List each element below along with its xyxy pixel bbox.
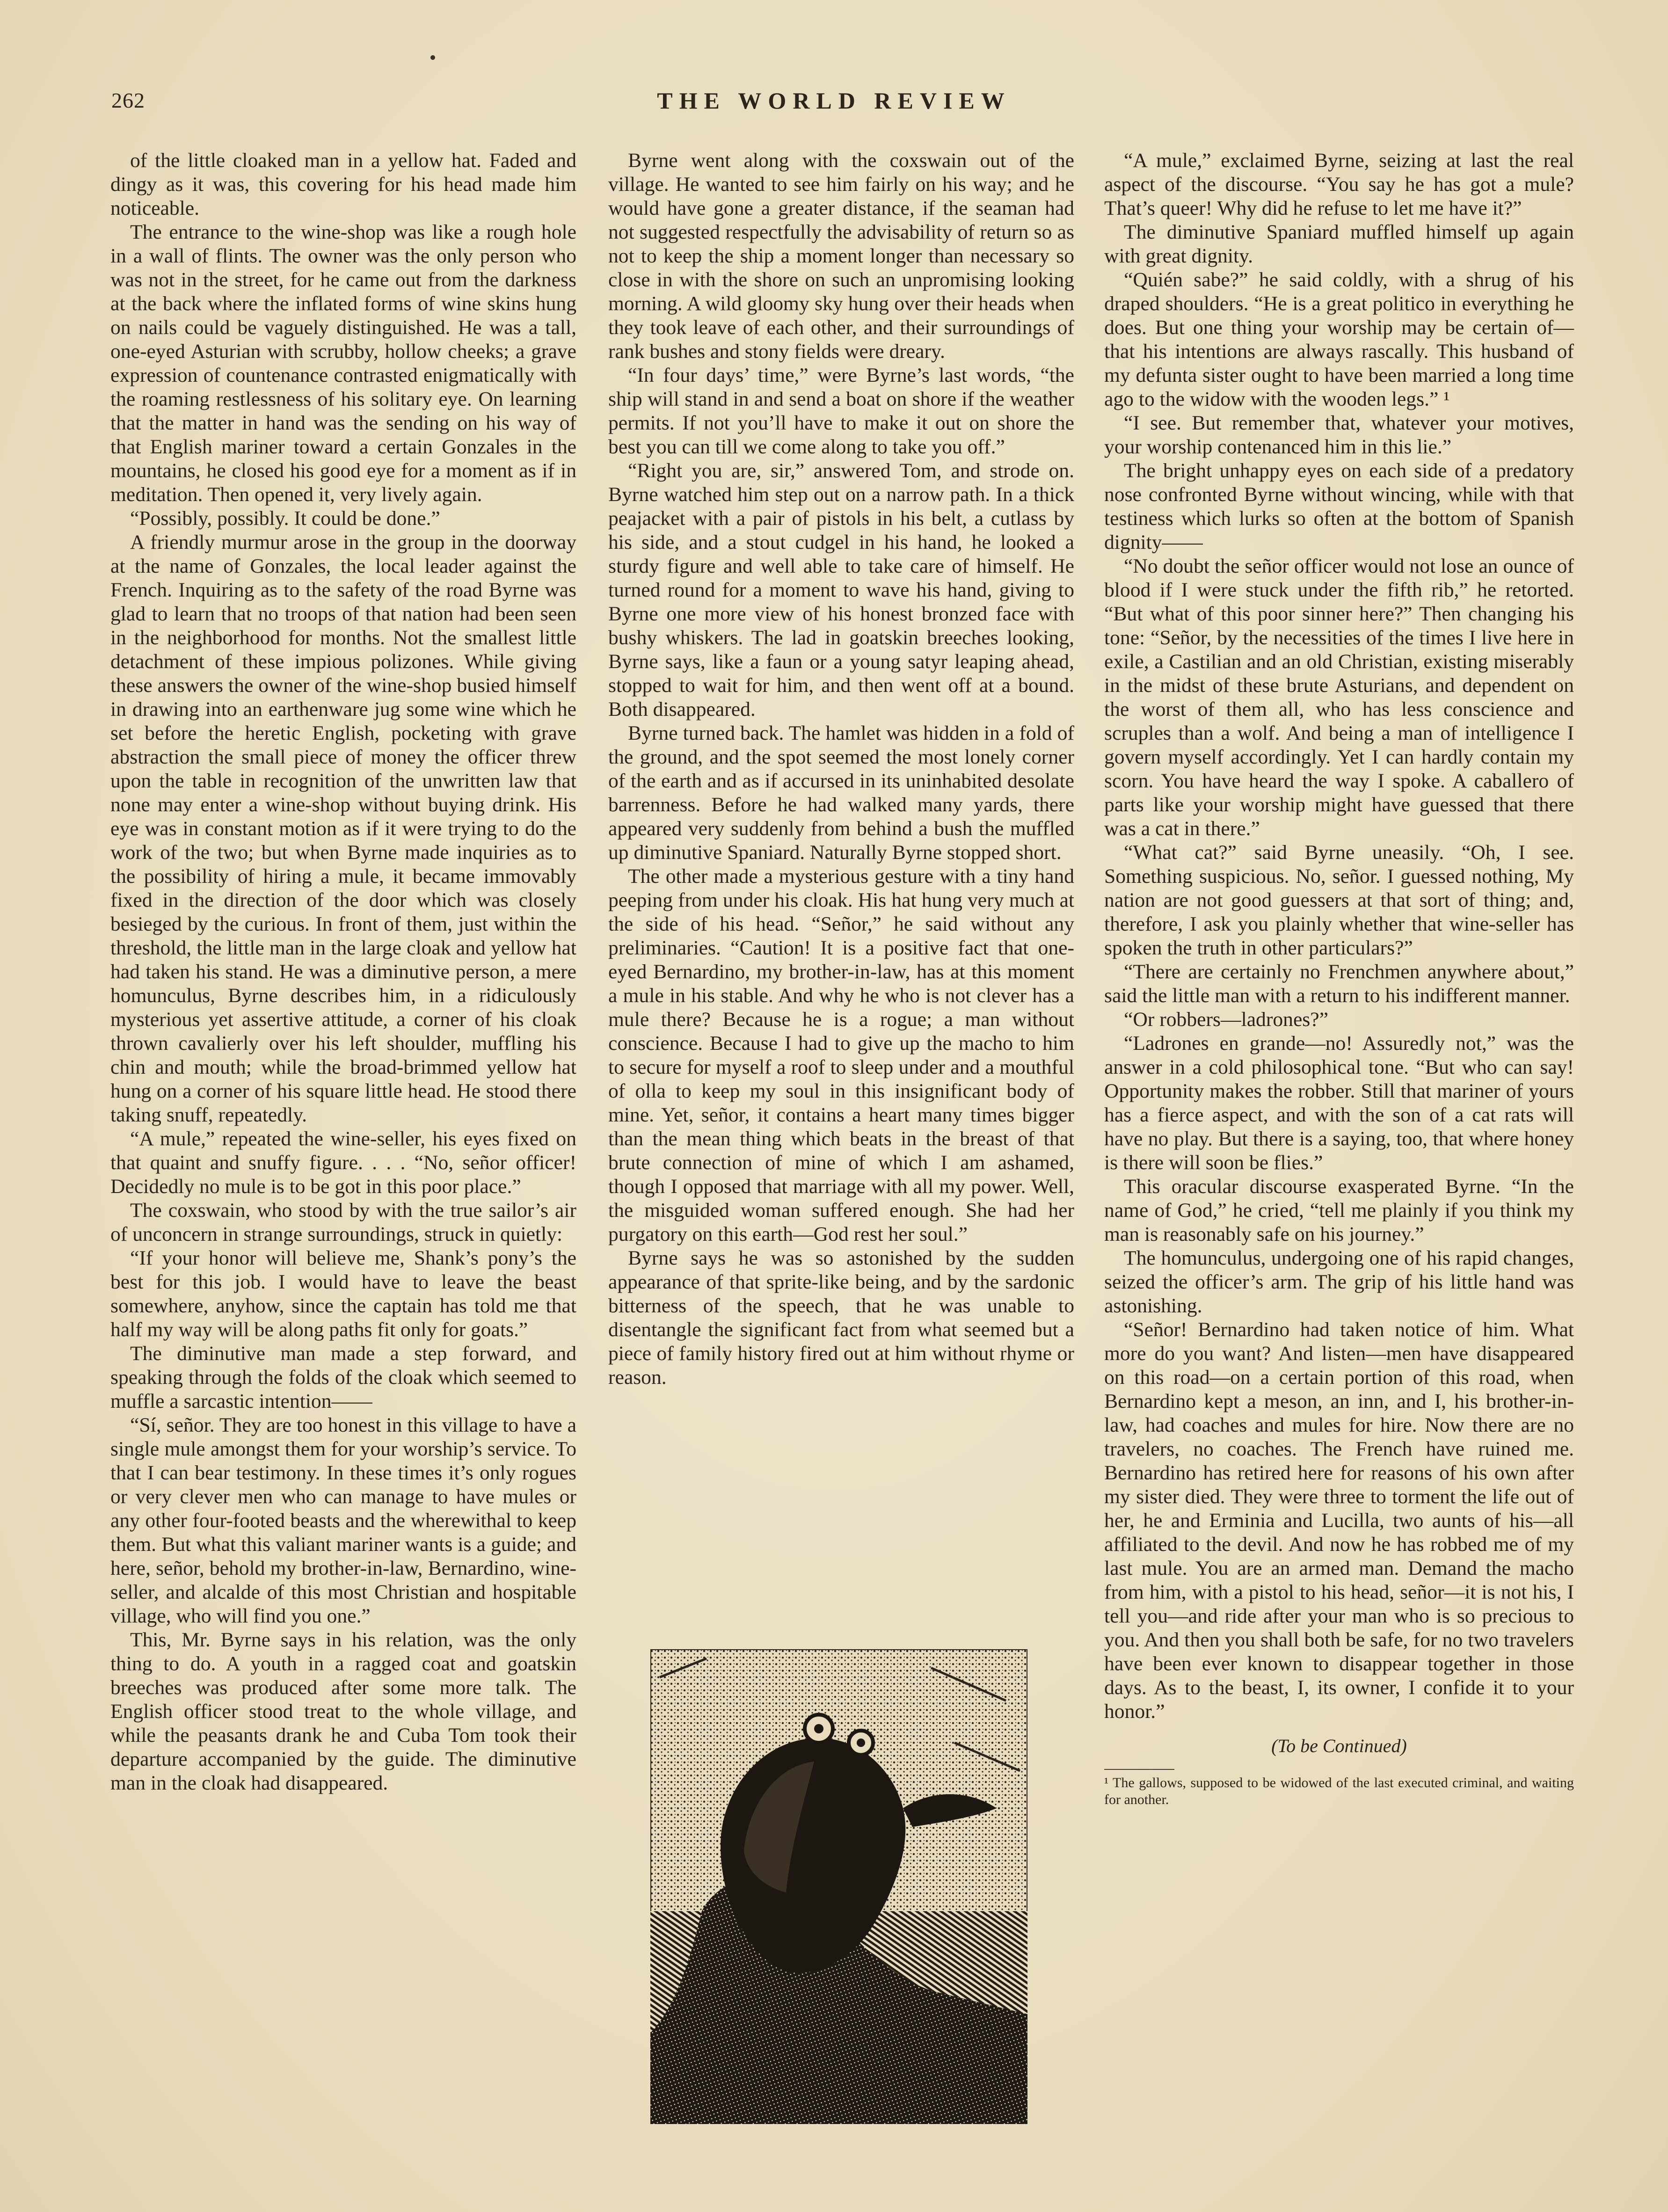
paragraph: of the little cloaked man in a yellow hat. Faded and dingy as it was, this covering for his head made him noticeable. — [110, 149, 576, 219]
paragraph: The diminutive man made a step forward, and speaking through the folds of the cloak which seemed to muffle a sarcastic intention—— — [110, 1342, 576, 1412]
paragraph: The diminutive Spaniard muffled himself up again with great dignity. — [1104, 221, 1574, 267]
paragraph: “Right you are, sir,” answered Tom, and strode on. Byrne watched him step out on a narrow path. In a thick peajacket with a pair of pistols in his belt, a cutlass by his side, and a stout cudgel in his hand, he looked a sturdy figure and well able to take care of himself. He turned round for a moment to wave his hand, giving to Byrne one more view of his honest bronzed face with bushy whiskers. The lad in goatskin breeches looking, Byrne says, like a faun or a young satyr leaping ahead, stopped to wait for him, and then went off at a bound. Both disappeared. — [608, 459, 1074, 720]
footnote: ¹ The gallows, supposed to be widowed of the last executed criminal, and waiting for another. — [1104, 1775, 1574, 1807]
page-number: 262 — [111, 88, 145, 112]
paragraph: “Señor! Bernardino had taken notice of him. What more do you want? And listen—men have disappeared on this road—on a certain portion of this road, when Bernardino kept a meson, an inn, and I, his brother-in-law, had coaches and mules for hire. Now there are no travelers, no coaches. The French have ruined me. Bernardino has retired here for reasons of his own after my sister died. They were three to torment the life out of her, he and Erminia and Lucilla, two aunts of his—all affiliated to the devil. And now he has robbed me of my last mule. You are an armed man. Demand the macho from him, with a pistol to his head, señor—it is not his, I tell you—and ride after your man who is so precious to you. And then you shall both be safe, for no two travelers have been ever known to disappear together in those days. As to the beast, I, its owner, I confide it to your honor.” — [1104, 1318, 1574, 1723]
paragraph: “There are certainly no Frenchmen anywhere about,” said the little man with a return to his indifferent manner. — [1104, 960, 1574, 1007]
paragraph: “I see. But remember that, whatever your motives, your worship contenanced him in this lie.” — [1104, 412, 1574, 458]
paragraph: “If your honor will believe me, Shank’s pony’s the best for this job. I would have to leave the beast somewhere, anyhow, since the captain has told me that half my way will be along paths fit only for goats.” — [110, 1247, 576, 1341]
paragraph: Byrne turned back. The hamlet was hidden in a fold of the ground, and the spot seemed the most lonely corner of the earth and as if accursed in its uninhabited desolate barrenness. Before he had walked many yards, there appeared very suddenly from behind a bush the muffled up diminutive Spaniard. Naturally Byrne stopped short. — [608, 722, 1074, 864]
paragraph: “Ladrones en grande—no! Assuredly not,” was the answer in a cold philosophical tone. “But who can say! Opportunity makes the robber. Still that mariner of yours has a fierce aspect, and with the son of a cat rats will have no play. But there is a saying, too, that where honey is there will soon be flies.” — [1104, 1032, 1574, 1174]
footnote-rule — [1104, 1769, 1174, 1770]
paragraph: The coxswain, who stood by with the true sailor’s air of unconcern in strange surroundings, struck in quietly: — [110, 1199, 576, 1245]
paragraph: “What cat?” said Byrne uneasily. “Oh, I see. Something suspicious. No, señor. I guessed nothing, My nation are not good guessers at that sort of thing; and, therefore, I ask you plainly whether that wine-seller has spoken the truth in other particulars?” — [1104, 841, 1574, 959]
woodcut-illustration — [650, 1649, 1027, 2124]
paragraph: “Or robbers—ladrones?” — [1124, 1008, 1328, 1031]
paragraph: A friendly murmur arose in the group in the doorway at the name of Gonzales, the local leader against the French. Inquiring as to the safety of the road Byrne was glad to learn that no troops of that nation had been seen in the neighborhood for months. Not the smallest little detachment of these impious polizones. While giving these answers the owner of the wine-shop busied himself in drawing into an earthenware jug some wine which he set before the heretic English, pocketing with grave abstraction the small piece of money the officer threw upon the table in recognition of the unwritten law that none may enter a wine-shop without buying drink. His eye was in constant motion as if it were trying to do the work of the two; but when Byrne made inquiries as to the possibility of hiring a mule, it became immovably fixed in the direction of the door which was closely besieged by the curious. In front of them, just within the threshold, the little man in the large cloak and yellow hat had taken his stand. He was a diminutive person, a mere homunculus, Byrne describes him, in a ridiculously mysterious yet assertive attitude, a corner of his cloak thrown cavalierly over his left shoulder, muffling his chin and mouth; while the broad-brimmed yellow hat hung on a corner of his square little head. He stood there taking snuff, repeatedly. — [110, 531, 576, 1126]
paragraph: This, Mr. Byrne says in his relation, was the only thing to do. A youth in a ragged coat and goatskin breeches was produced after some more talk. The English officer stood treat to the whole village, and while the peasants drank he and Cuba Tom took their departure accompanied by the guide. The diminutive man in the cloak had disappeared. — [110, 1629, 576, 1794]
text-column-3 — [1104, 149, 1574, 1808]
running-title: THE WORLD REVIEW — [657, 87, 1011, 114]
paragraph: “Sí, señor. They are too honest in this village to have a single mule amongst them for your worship’s service. To that I can bear testimony. In these times it’s only rogues or very clever men who can manage to have mules or any other four-footed beasts and the wherewithal to keep them. But what this valiant mariner wants is a guide; and here, señor, behold my brother-in-law, Bernardino, wine-seller, and alcalde of this most Christian and hospitable village, who will find you one.” — [110, 1414, 576, 1627]
paragraph: This oracular discourse exasperated Byrne. “In the name of God,” he cried, “tell me plainly if you think my man is reasonably safe on his journey.” — [1104, 1175, 1574, 1245]
paragraph: Byrne says he was so astonished by the sudden appearance of that sprite-like being, and by the sardonic bitterness of the speech, that he was unable to disentangle the significant fact from what seemed but a piece of family history fired out at him without rhyme or reason. — [608, 1247, 1074, 1389]
paragraph: The homunculus, undergoing one of his rapid changes, seized the officer’s arm. The grip of his little hand was astonishing. — [1104, 1247, 1574, 1317]
paragraph: The bright unhappy eyes on each side of a predatory nose confronted Byrne without wincing, while with that testiness which lurks so often at the bottom of Spanish dignity—— — [1104, 459, 1574, 553]
paragraph: “Possibly, possibly. It could be done.” — [130, 507, 440, 530]
paragraph: “No doubt the señor officer would not lose an ounce of blood if I were stuck under the fifth rib,” he retorted. “But what of this poor sinner here?” Then changing his tone: “Señor, by the necessities of the times I live here in exile, a Castilian and an old Christian, existing miserably in the midst of these brute Asturians, and dependent on the worst of them all, who has less conscience and scruples than a wolf. And being a man of intelligence I govern myself accordingly. Yet I can hardly contain my scorn. You have heard the way I spoke. A caballero of parts like your worship might have guessed that there was a cat in there.” — [1104, 555, 1574, 840]
paragraph: “A mule,” repeated the wine-seller, his eyes fixed on that quaint and snuffy figure. . . . “No, señor officer! Decidedly no mule is to be got in this poor place.” — [110, 1128, 576, 1198]
paragraph: The entrance to the wine-shop was like a rough hole in a wall of flints. The owner was the only person who was not in the street, for he came out from the darkness at the back where the inflated forms of wine skins hung on nails could be vaguely distinguished. He was a tall, one-eyed Asturian with scrubby, hollow cheeks; a grave expression of countenance contrasted enigmatically with the roaming restlessness of his solitary eye. On learning that the matter in hand was the sending on his way of that English mariner toward a certain Gonzales in the mountains, he closed his good eye for a moment as if in meditation. Then opened it, very lively again. — [110, 221, 576, 506]
paragraph: Byrne went along with the coxswain out of the village. He wanted to see him fairly on his way; and he would have gone a greater distance, if the seaman had not suggested respectfully the advisability of return so as not to keep the ship a moment longer than necessary so close in with the shore on such an unpromising looking morning. A wild gloomy sky hung over their heads when they took leave of each other, and their surroundings of rank bushes and stony fields were dreary. — [608, 149, 1074, 363]
paragraph: “A mule,” exclaimed Byrne, seizing at last the real aspect of the discourse. “You say he has got a mule? That’s queer! Why did he refuse to let me have it?” — [1104, 149, 1574, 219]
text-column-2 — [608, 149, 1074, 1390]
text-column-1 — [110, 149, 576, 1795]
print-speck — [430, 55, 435, 60]
paragraph: The other made a mysterious gesture with a tiny hand peeping from under his cloak. His hat hung very much at the side of his head. “Señor,” he said without any preliminaries. “Caution! It is a positive fact that one-eyed Bernardino, my brother-in-law, has at this moment a mule in his stable. And why he who is not clever has a mule there? Because he is a rogue; a man without conscience. Because I had to give up the macho to him to secure for myself a roof to sleep under and a mouthful of olla to keep my soul in this insignificant body of mine. Yet, señor, it contains a heart many times bigger than the mean thing which beats in the breast of that brute connection of mine of which I am ashamed, though I opposed that marriage with all my power. Well, the misguided woman suffered enough. She had her purgatory on this earth—God rest her soul.” — [608, 865, 1074, 1245]
to-be-continued: (To be Continued) — [1271, 1735, 1407, 1756]
paragraph: “In four days’ time,” were Byrne’s last words, “the ship will stand in and send a boat on shore if the weather permits. If not you’ll have to make it out on shore the best you can till we come along to take you off.” — [608, 364, 1074, 458]
paragraph: “Quién sabe?” he said coldly, with a shrug of his draped shoulders. “He is a great politico in everything he does. But one thing your worship may be certain of—that his intentions are always rascally. This husband of my defunta sister ought to have been married a long time ago to the widow with the wooden legs.” ¹ — [1104, 269, 1574, 410]
